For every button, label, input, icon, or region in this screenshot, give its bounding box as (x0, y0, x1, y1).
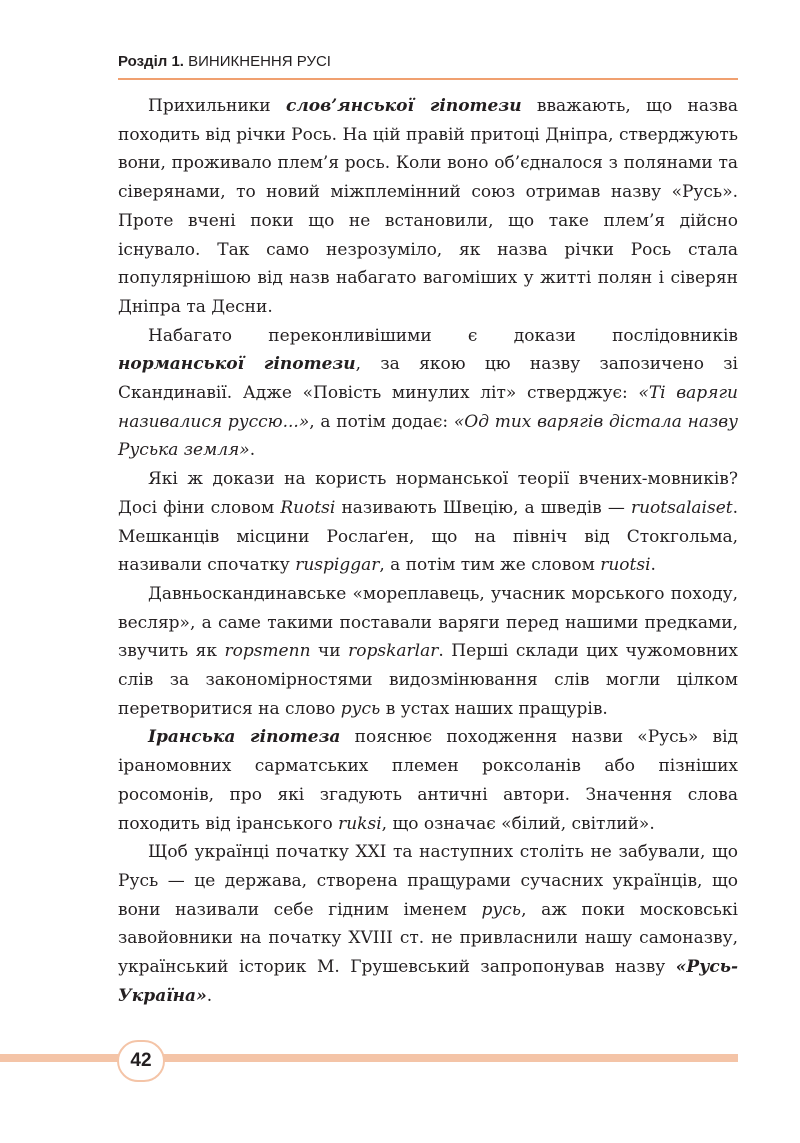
text-run: пояснює походження назви «Русь» від іраномовних сарматських племен роксоланів або пізніших росомонів, про які згадують античні автори. Значення слова походить від іранського (118, 727, 739, 834)
text-run: . (650, 555, 656, 576)
text-run: , що означає «білий, світлий». (381, 813, 655, 834)
text-run: називають Швецію, а шведів — (335, 497, 631, 518)
paragraph (118, 838, 738, 1010)
footer-bar (0, 1054, 738, 1062)
quote: «Ті варяги називалися руссю...» (118, 383, 738, 432)
text-run: вважають, що назва походить від річки Рось. На цій правій притоці Дніпра, стверджують вони, проживало плем’я рось. Коли воно об’єдналося з полянами та сіверянами, то новий міжплемінний союз отримав назву «Русь». Проте вчені поки що не встановили, що таке плем’я дійсно існувало. Так само незрозуміло, як назва річки Рось стала популярнішою від назв набагато вагоміших у житті полян і сіверян Дніпра та Десни. (118, 96, 738, 317)
page-number: 42 (117, 1040, 165, 1082)
text-run: , аж поки московські завойовники на початку XVIII ст. не привласнили нашу самоназву, український історик М. Грушевський запропонував назву (118, 899, 738, 978)
term-norman-hypothesis: норманської гіпотези (118, 354, 356, 375)
foreign-word: ropsmenn (224, 641, 311, 662)
paragraph (118, 92, 738, 322)
text-run: в устах наших пращурів. (380, 698, 608, 719)
text-run: , а потім додає: (309, 411, 454, 432)
text-run: Набагато переконливішими є докази послідовників (148, 325, 738, 346)
quote: «Од тих варягів дістала назву Руська земля» (118, 411, 738, 461)
text-run: . Перші склади цих чужомовних слів за закономірностями видозмінювання слів могли цілком перетворитися на слово (118, 641, 738, 719)
section-title: ВИНИКНЕННЯ РУСІ (188, 53, 331, 70)
term-rus-ukraine: «Русь-Україна» (118, 957, 738, 1006)
running-header (118, 52, 738, 80)
paragraph (118, 322, 738, 466)
text-run: Прихильники (148, 96, 286, 116)
foreign-word: русь (340, 698, 381, 719)
text-run: Давньоскандинавське «мореплавець, учасник морського походу, весляр», а саме такими поставали варяги перед нашими предками, звучить як (118, 583, 738, 662)
text-run: Щоб українці початку XXI та наступних століть не забували, що Русь — це держава, створена пращурами сучасних українців, що вони називали себе гідним іменем (118, 842, 738, 920)
term-iranian-hypothesis: Іранська гіпотеза (148, 727, 341, 748)
text-run: . (249, 440, 256, 461)
paragraph (118, 723, 738, 838)
text-run: чи (310, 641, 349, 662)
foreign-word: Ruotsi (280, 497, 336, 518)
paragraph (118, 465, 738, 580)
term-slavic-hypothesis: слов’янської гіпотези (285, 96, 522, 116)
paragraph (118, 580, 738, 724)
foreign-word: ruksi (338, 813, 382, 834)
foreign-word: ruotsalaiset (630, 497, 733, 518)
foreign-word: русь (481, 899, 522, 920)
body-text (118, 92, 738, 1011)
text-run: . (206, 985, 213, 1006)
foreign-word: ropskarlar (348, 641, 439, 662)
text-run: , за якою цю назву запозичено зі Скандинавії. Адже «Повість минулих літ» стверджує: (118, 354, 738, 404)
foreign-word: ruotsi (600, 555, 651, 576)
section-label: Розділ 1. (118, 53, 184, 70)
text-run: . Мешканців місцини Рослаґен, що на північ від Стокгольма, називали спочатку (118, 497, 738, 576)
text-run: Які ж докази на користь норманської теорії вчених-мовників? Досі фіни словом (118, 469, 738, 518)
foreign-word: ruspiggar (295, 555, 380, 576)
text-run: , а потім тим же словом (379, 555, 601, 576)
